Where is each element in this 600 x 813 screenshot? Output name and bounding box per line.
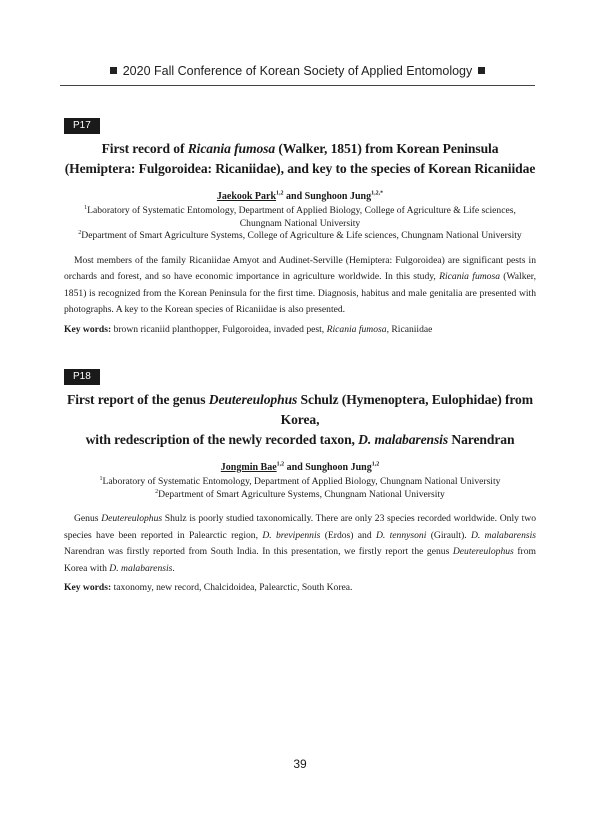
body-text: Narendran was firstly reported from South India. In this presentation, we firstly report the genus	[64, 546, 453, 557]
keywords-text: brown ricaniid planthopper, Fulgoroidea, invaded pest,	[111, 323, 327, 335]
keywords-species: Ricania fumosa	[326, 323, 387, 335]
body-genus: Deutereulophus	[101, 513, 163, 524]
body-text: (Walker, 1851) is recognized from the Korean Peninsula for the first time. Diagnosis, habitus and male genitalia are presented with photographs. A key to the Korean species of Ricaniidae is also presented.	[64, 271, 536, 315]
keywords-label: Key words:	[64, 323, 112, 335]
body-text: Genus	[74, 513, 102, 524]
author-list	[64, 462, 536, 473]
affiliation: Laboratory of Systematic Entomology, Department of Applied Biology, Chungnam National University	[102, 476, 501, 487]
body-text: Most members of the family Ricaniidae Amyot and Audinet-Serville (Hemiptera: Fulgoroidea) are significant pests in orchards and forest, and so have economic importance in agriculture worldwide. In this study,	[64, 254, 536, 282]
abstract-title	[64, 139, 536, 179]
affiliations	[64, 476, 536, 501]
author-presenting: Jaekook Park	[216, 191, 277, 202]
body-text: from Korea with	[64, 546, 536, 574]
poster-badge: P17	[64, 118, 100, 134]
body-text: (Erdos) and	[320, 529, 376, 541]
author: Sunghoon Jung	[305, 462, 372, 473]
body-text: Shulz is poorly studied taxonomically. There are only 23 species recorded worldwide. Only two species have been reported in Palearctic region,	[64, 513, 536, 541]
affil-sup: 2	[155, 488, 159, 495]
affil-sup: 1	[84, 204, 88, 211]
keywords-label: Key words:	[64, 582, 112, 593]
author-conjunction: and	[283, 191, 305, 202]
abstract-p17	[64, 115, 536, 337]
title-text: (Walker, 1851) from Korean Peninsula	[275, 141, 499, 156]
keywords	[64, 581, 536, 595]
poster-badge: P18	[64, 369, 100, 385]
affil-sup: 1	[99, 475, 103, 482]
author: Sunghoon Jung	[304, 191, 372, 202]
affil-sup: 2	[78, 229, 82, 236]
header-text: 2020 Fall Conference of Korean Society of Applied Entomology	[122, 64, 473, 78]
running-header	[60, 64, 535, 78]
abstract-title	[64, 390, 536, 450]
title-text: Narendran	[448, 432, 515, 447]
body-species: D. malabarensis	[471, 529, 536, 541]
keywords	[64, 323, 536, 337]
body-genus: Deutereulophus	[452, 546, 514, 557]
affiliations	[64, 205, 536, 243]
author-affil-sup: 1,2	[371, 461, 380, 468]
abstract-p18	[64, 366, 536, 595]
page-number: 39	[293, 757, 307, 771]
body-species: Ricania fumosa	[439, 271, 500, 282]
title-species: D. malabarensis	[358, 432, 449, 447]
title-text: Schulz (Hymenoptera, Eulophidae) from Korea,	[280, 392, 533, 427]
title-genus: Deutereulophus	[208, 392, 298, 407]
title-text: First report of the genus	[67, 392, 209, 407]
abstract-body	[64, 253, 536, 319]
affiliation: Department of Smart Agriculture Systems, Chungnam National University	[158, 488, 445, 500]
affiliation: Laboratory of Systematic Entomology, Department of Applied Biology, College of Agriculture & Life sciences,	[87, 205, 516, 216]
body-text: (Girault).	[426, 529, 471, 541]
body-species: D. tennysoni	[375, 529, 427, 541]
abstract-body	[64, 511, 536, 577]
title-text: with redescription of the newly recorded taxon,	[85, 432, 359, 447]
keywords-text: , Ricaniidae	[386, 323, 433, 335]
affiliation: Department of Smart Agriculture Systems, College of Agriculture & Life sciences, Chungnam National University	[81, 230, 522, 241]
body-species: D. malabarensis	[109, 562, 173, 574]
square-bullet-icon	[110, 67, 117, 74]
affiliation: Chungnam National University	[239, 217, 361, 229]
author-affil-sup: 1,2,*	[371, 190, 384, 197]
title-species: Ricania fumosa	[187, 141, 276, 156]
author-affil-sup: 1,2	[276, 461, 285, 468]
author-affil-sup: 1,2	[276, 190, 284, 197]
header-rule	[60, 85, 535, 86]
keywords-text: taxonomy, new record, Chalcidoidea, Palearctic, South Korea.	[111, 582, 353, 593]
body-text: .	[172, 562, 175, 574]
title-text: (Hemiptera: Fulgoroidea: Ricaniidae), and key to the species of Korean Ricaniidae	[64, 161, 536, 176]
author-list	[64, 191, 536, 202]
author-presenting: Jongmin Bae	[220, 462, 277, 473]
title-text: First record of	[101, 141, 188, 156]
body-species: D. brevipennis	[262, 529, 321, 541]
author-conjunction: and	[284, 462, 306, 473]
square-bullet-icon	[478, 67, 485, 74]
